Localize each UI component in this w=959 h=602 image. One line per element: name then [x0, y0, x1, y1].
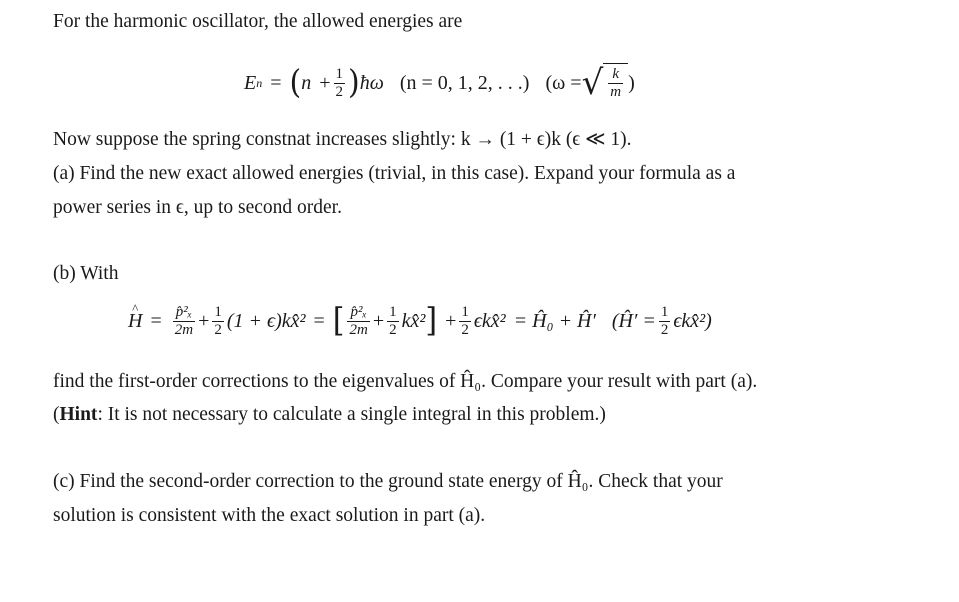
eq2-term1: (1 + ϵ)kx̂²: [226, 309, 306, 332]
eq1-n: n: [301, 71, 312, 94]
eq2-bracket-close: ]: [425, 301, 438, 340]
eq1-k: k: [612, 66, 619, 82]
eq2-half-3-den: 2: [461, 321, 469, 338]
eq2-half-4-num: 1: [660, 303, 669, 320]
eq2-px2: p̂²ₓ: [175, 303, 193, 320]
eq1-sqrt: √ $\frac{k}{m}$: [582, 63, 629, 103]
eq1-n-range: (n = 0, 1, 2, . . .): [399, 71, 530, 94]
eq2-h0-sum: = Ĥ₀ + Ĥ′: [513, 309, 596, 332]
eq2-half-2: [387, 304, 399, 339]
eq2-hprime-open: (Ĥ′ =: [611, 309, 656, 332]
eq2-H: ^ H: [128, 310, 142, 333]
eq2-plus-2: +: [372, 309, 385, 332]
part-b-label: (b) With: [53, 263, 119, 284]
eq1-k-over-m: [608, 66, 623, 101]
eq1-paren-open: (: [289, 63, 302, 102]
eq1-omega-open: (ω =: [545, 71, 582, 94]
eq2-bracket-open: [: [332, 301, 345, 340]
eq1-half-den: 2: [335, 83, 343, 100]
eq2-half-3-num: 1: [461, 303, 469, 320]
part-a-line1: (a) Find the new exact allowed energies (trivial, in this case). Expand your formula as a: [53, 163, 736, 184]
hamiltonian-equation: [128, 296, 712, 346]
eq1-m: m: [610, 84, 622, 100]
eq2-half-1: [212, 304, 224, 339]
eq2-plus-3: +: [445, 309, 457, 332]
eq2-eps-kx2: ϵkx̂²: [473, 309, 506, 332]
eq2-eq-2: =: [313, 309, 325, 332]
part-b-hint: [53, 403, 606, 427]
eq2-half-2-den: 2: [389, 321, 397, 338]
eq1-lhs: E: [244, 71, 257, 94]
part-c-line1: (c) Find the second-order correction to the ground state energy of Ĥ₀. Check that your: [53, 471, 723, 492]
eq1-half: [334, 66, 346, 101]
eq2-kx2: kx̂²: [401, 309, 426, 332]
eq2-px2-b: p̂²ₓ: [350, 303, 367, 320]
eq2-eq: =: [150, 309, 162, 332]
eq2-half-4: [659, 304, 671, 339]
eq2-half-1-num: 1: [214, 303, 222, 320]
hint-open: (: [53, 404, 60, 425]
part-c-line2: solution is consistent with the exact solution in part (a).: [53, 505, 486, 526]
eq2-half-1-den: 2: [214, 321, 222, 338]
part-b-line1: find the first-order corrections to the eigenvalues of Ĥ₀. Compare your result with part (a).: [53, 371, 758, 392]
eq2-hprime-close: ϵkx̂²): [673, 309, 712, 332]
eq1-paren-close: ): [348, 63, 360, 102]
now-suppose-text: Now suppose the spring constnat increases slightly: k → (1 + ϵ)k (ϵ ≪ 1).: [53, 129, 632, 150]
eq2-px2-over-2m-b: [347, 304, 369, 339]
eq2-half-4-den: 2: [660, 321, 669, 338]
eq2-half-2-num: 1: [389, 303, 397, 320]
part-a-line2: power series in ϵ, up to second order.: [53, 197, 342, 218]
eq2-half-3: [459, 304, 471, 339]
eq1-lhs-sub: n: [256, 75, 263, 90]
eq1-plus: +: [319, 71, 331, 94]
eq1-half-num: 1: [335, 65, 343, 82]
eq2-2m: 2m: [174, 321, 194, 338]
intro-text: For the harmonic oscillator, the allowed energies are: [53, 11, 463, 32]
eq2-px2-over-2m: [173, 304, 195, 339]
hint-label: Hint: [59, 404, 98, 425]
energy-equation: E n = ( n + $\frac{1}{2}$ ) ħω (n = 0, 1, 2, . . .) (ω = √ $\frac{k}{m}$ ): [244, 63, 635, 103]
hint-rest: : It is not necessary to calculate a single integral in this problem.): [97, 404, 606, 425]
eq1-hbar-omega: ħω: [359, 71, 384, 94]
eq2-2m-b: 2m: [349, 321, 368, 338]
eq1-close: ): [628, 71, 635, 94]
eq2-plus-1: +: [198, 309, 210, 332]
